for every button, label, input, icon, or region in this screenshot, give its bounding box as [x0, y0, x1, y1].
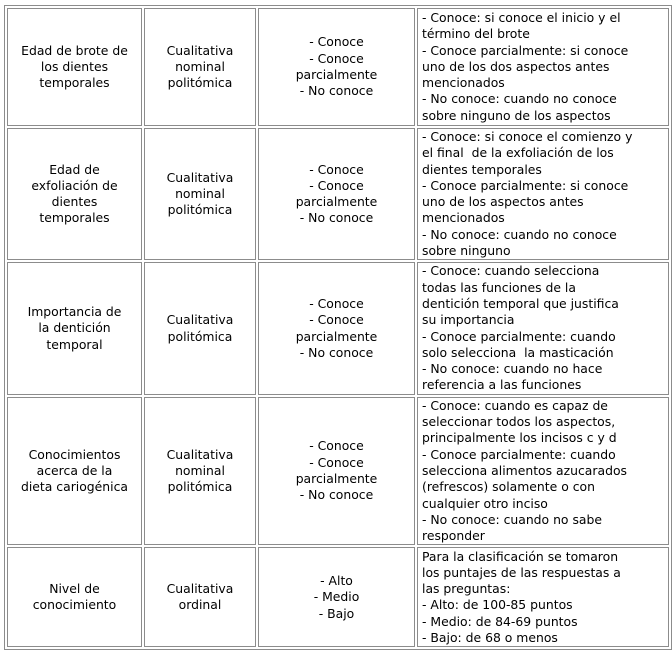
criteria-cell: - Conoce: cuando es capaz de seleccionar todos los aspectos, principalmente los incisos c y d - Conoce parcialmente: cuando selecciona alimentos azucarados (refrescos) solamente o con cualquier otro inciso - No conoce: cuando no sabe responder [417, 397, 669, 546]
variable-cell: Importancia de la dentición temporal [7, 262, 142, 394]
variable-cell: Edad de brote de los dientes temporales [7, 8, 142, 126]
variables-table [4, 5, 672, 650]
variable-cell: Nivel de conocimiento [7, 547, 142, 647]
criteria-cell: - Conoce: si conoce el comienzo y el final de la exfoliación de los dientes temporales - Conoce parcialmente: si conoce uno de los aspectos antes mencionados - No conoce: cuando no conoce sobre ninguno [417, 128, 669, 260]
type-cell: Cualitativa nominal politómica [144, 128, 256, 260]
variable-cell: Edad de exfoliación de dientes temporales [7, 128, 142, 260]
type-cell: Cualitativa ordinal [144, 547, 256, 647]
type-cell: Cualitativa nominal politómica [144, 8, 256, 126]
values-cell: - Conoce - Conoce parcialmente - No conoce [258, 397, 415, 546]
variable-cell: Conocimientos acerca de la dieta cariogénica [7, 397, 142, 546]
criteria-cell: Para la clasificación se tomaron los puntajes de las respuestas a las preguntas: - Alto: de 100-85 puntos - Medio: de 84-69 puntos - Bajo: de 68 o menos [417, 547, 669, 647]
type-cell: Cualitativa politómica [144, 262, 256, 394]
table-row [7, 547, 669, 647]
table-row [7, 128, 669, 260]
values-cell: - Alto - Medio - Bajo [258, 547, 415, 647]
values-cell: - Conoce - Conoce parcialmente - No conoce [258, 128, 415, 260]
values-cell: - Conoce - Conoce parcialmente - No conoce [258, 262, 415, 394]
table-row [7, 262, 669, 394]
criteria-cell: - Conoce: cuando selecciona todas las funciones de la dentición temporal que justifica su importancia - Conoce parcialmente: cuando solo selecciona la masticación - No conoce: cuando no hace referencia a las funciones [417, 262, 669, 394]
type-cell: Cualitativa nominal politómica [144, 397, 256, 546]
table-row [7, 397, 669, 546]
criteria-cell: - Conoce: si conoce el inicio y el término del brote - Conoce parcialmente: si conoce uno de los dos aspectos antes mencionados - No conoce: cuando no conoce sobre ninguno de los aspectos [417, 8, 669, 126]
table-row [7, 8, 669, 126]
values-cell: - Conoce - Conoce parcialmente - No conoce [258, 8, 415, 126]
